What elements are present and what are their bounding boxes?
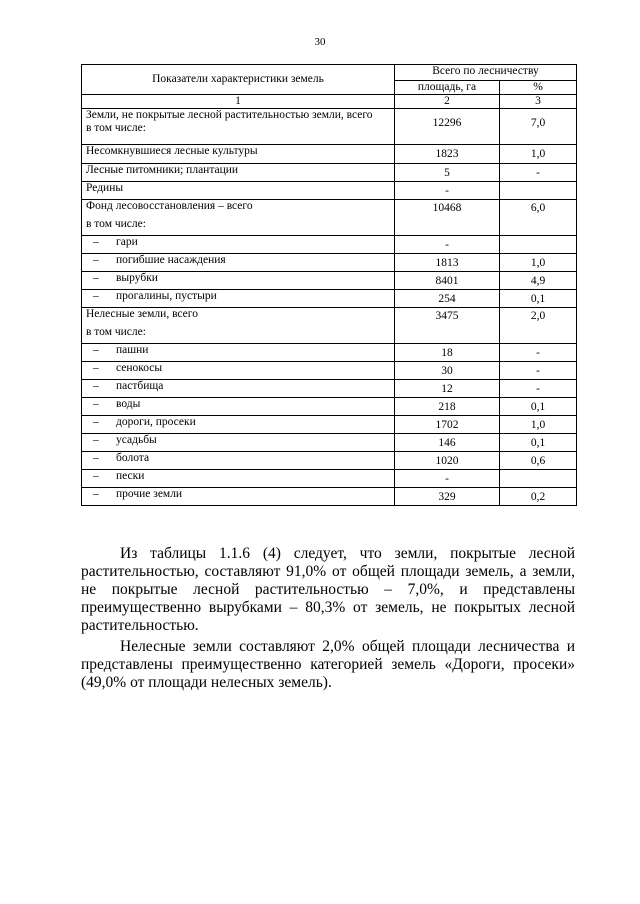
list-dash: – (93, 452, 99, 464)
percent-cell: 6,0 (500, 200, 577, 236)
row-label: пески (116, 470, 145, 482)
area-cell: 3475 (395, 308, 500, 344)
table-row (82, 488, 577, 506)
table-row (82, 254, 577, 272)
list-dash: – (93, 290, 99, 302)
row-label: Несомкнувшиеся лесные культуры (86, 145, 258, 157)
percent-cell: 4,9 (500, 272, 577, 290)
list-dash: – (93, 434, 99, 446)
row-label-cell (82, 200, 395, 236)
area-cell: 12 (395, 380, 500, 398)
area-cell: 30 (395, 362, 500, 380)
percent-cell: 2,0 (500, 308, 577, 344)
row-label: гари (116, 236, 138, 248)
percent-cell: 0,2 (500, 488, 577, 506)
area-cell: 254 (395, 290, 500, 308)
table-row (82, 290, 577, 308)
list-dash: – (93, 362, 99, 374)
land-characteristics-table (81, 64, 577, 506)
table-row (82, 344, 577, 362)
row-label-cell (82, 488, 395, 506)
percent-cell: 0,1 (500, 434, 577, 452)
area-cell: 1823 (395, 145, 500, 164)
row-label-cell (82, 308, 395, 344)
column-number: 2 (395, 95, 500, 109)
row-label-cell (82, 416, 395, 434)
header-total-group: Всего по лесничеству (395, 65, 577, 81)
area-cell: 1020 (395, 452, 500, 470)
table-row (82, 145, 577, 164)
row-sublabel: в том числе: (86, 218, 146, 230)
table-row (82, 362, 577, 380)
row-label-cell (82, 398, 395, 416)
row-label-cell (82, 362, 395, 380)
list-dash: – (93, 344, 99, 356)
area-cell: 12296 (395, 109, 500, 145)
table-row (82, 182, 577, 200)
row-label-cell (82, 380, 395, 398)
paragraph: Нелесные земли составляют 2,0% общей площади лесничества и представлены преимущественно категорией земель «Дороги, просеки» (49,0% от площади нелесных земель). (81, 638, 575, 691)
row-label: усадьбы (116, 434, 157, 446)
percent-cell (500, 182, 577, 200)
header-area: площадь, га (395, 81, 500, 95)
area-cell: 10468 (395, 200, 500, 236)
page-number: 30 (314, 36, 326, 48)
percent-cell: 1,0 (500, 145, 577, 164)
list-dash: – (93, 488, 99, 500)
table-row (82, 398, 577, 416)
list-dash: – (93, 380, 99, 392)
area-cell: 18 (395, 344, 500, 362)
row-label-cell (82, 434, 395, 452)
row-label: прогалины, пустыри (116, 290, 217, 302)
area-cell: - (395, 236, 500, 254)
body-text (81, 545, 575, 692)
list-dash: – (93, 416, 99, 428)
percent-cell: 1,0 (500, 416, 577, 434)
row-label-cell (82, 272, 395, 290)
table-row (82, 416, 577, 434)
percent-cell: - (500, 362, 577, 380)
row-label: пашни (116, 344, 149, 356)
area-cell: 146 (395, 434, 500, 452)
table-row (82, 164, 577, 182)
paragraph: Из таблицы 1.1.6 (4) следует, что земли, покрытые лесной растительностью, составляют 91,0% от общей площади земель, а земли, не покрытые лесной растительностью – 7,0%, и представлены преимущественно вырубками – 80,3% от земель, не покрытых лесной растительностью. (81, 545, 575, 634)
list-dash: – (93, 272, 99, 284)
row-label-cell (82, 254, 395, 272)
row-label: дороги, просеки (116, 416, 196, 428)
table-row (82, 380, 577, 398)
percent-cell (500, 236, 577, 254)
table-row (82, 236, 577, 254)
list-dash: – (93, 254, 99, 266)
percent-cell: 0,1 (500, 398, 577, 416)
header-indicator: Показатели характеристики земель (82, 65, 395, 95)
row-label-cell (82, 470, 395, 488)
row-label: Нелесные земли, всего (86, 308, 198, 320)
table-row (82, 200, 577, 236)
table-row (82, 272, 577, 290)
row-label-cell (82, 182, 395, 200)
header-percent: % (500, 81, 577, 95)
row-label: Фонд лесовосстановления – всего (86, 200, 253, 212)
row-label: прочие земли (116, 488, 183, 500)
table-row (82, 470, 577, 488)
row-label: Редины (86, 182, 124, 194)
area-cell: - (395, 470, 500, 488)
area-cell: 1702 (395, 416, 500, 434)
row-label-cell (82, 164, 395, 182)
row-label: сенокосы (116, 362, 163, 374)
row-label: воды (116, 398, 141, 410)
row-label-cell (82, 145, 395, 164)
row-sublabel: в том числе: (86, 122, 146, 134)
percent-cell: - (500, 380, 577, 398)
row-label: Лесные питомники; плантации (86, 164, 239, 176)
row-label: пастбища (116, 380, 164, 392)
table-row (82, 434, 577, 452)
row-label: Земли, не покрытые лесной растительностью земли, всего (86, 109, 373, 121)
list-dash: – (93, 470, 99, 482)
row-label-cell (82, 109, 395, 145)
table-row (82, 452, 577, 470)
column-number: 1 (82, 95, 395, 109)
list-dash: – (93, 236, 99, 248)
table-row (82, 308, 577, 344)
row-label-cell (82, 236, 395, 254)
table-row (82, 109, 577, 145)
row-label: болота (116, 452, 150, 464)
area-cell: 8401 (395, 272, 500, 290)
area-cell: 218 (395, 398, 500, 416)
row-label: вырубки (116, 272, 158, 284)
percent-cell: 7,0 (500, 109, 577, 145)
percent-cell: - (500, 344, 577, 362)
column-number: 3 (500, 95, 577, 109)
area-cell: 1813 (395, 254, 500, 272)
percent-cell (500, 470, 577, 488)
list-dash: – (93, 398, 99, 410)
row-label-cell (82, 290, 395, 308)
percent-cell: - (500, 164, 577, 182)
column-number-row (82, 95, 577, 109)
percent-cell: 1,0 (500, 254, 577, 272)
row-label-cell (82, 452, 395, 470)
percent-cell: 0,1 (500, 290, 577, 308)
area-cell: 329 (395, 488, 500, 506)
row-label-cell (82, 344, 395, 362)
row-sublabel: в том числе: (86, 326, 146, 338)
row-label: погибшие насаждения (116, 254, 226, 266)
percent-cell: 0,6 (500, 452, 577, 470)
table-header-row (82, 65, 577, 81)
area-cell: - (395, 182, 500, 200)
area-cell: 5 (395, 164, 500, 182)
